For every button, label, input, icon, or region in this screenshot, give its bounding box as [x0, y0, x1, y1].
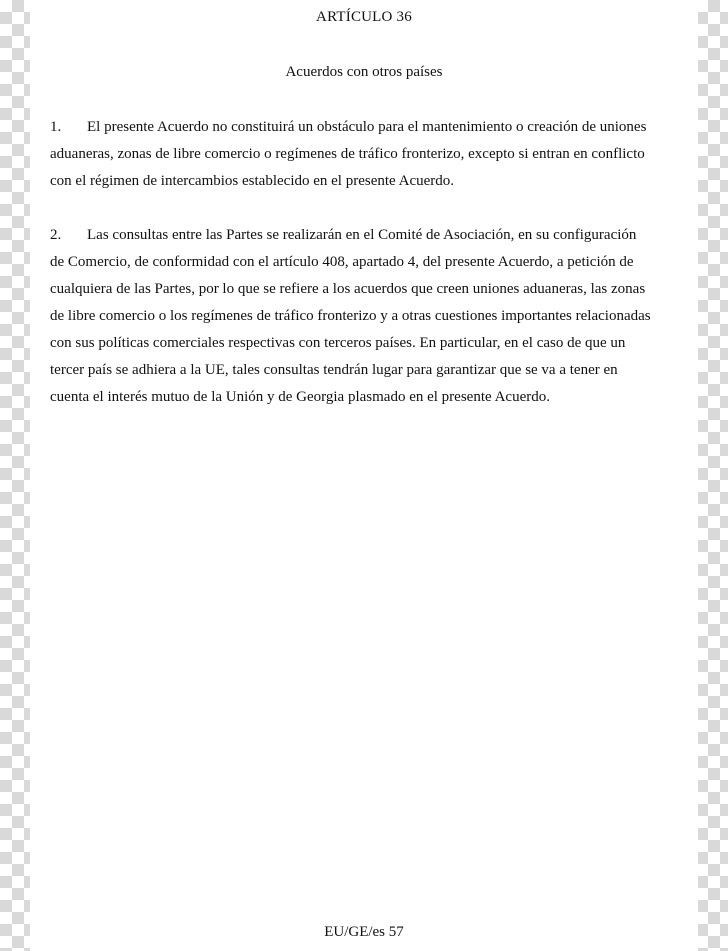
paragraph-number: 2.: [50, 227, 62, 243]
paragraph-line: [50, 222, 676, 249]
paragraph-line: cualquiera de las Partes, por lo que se refiere a los acuerdos que creen uniones aduaneras, las zonas: [50, 281, 646, 297]
paragraph-line: de Comercio, de conformidad con el artículo 408, apartado 4, del presente Acuerdo, a petición de: [50, 254, 634, 270]
paragraph-line: [50, 114, 676, 141]
paragraph-text: El presente Acuerdo no constituirá un obstáculo para el mantenimiento o creación de uniones: [87, 119, 647, 135]
paragraph-number: 1.: [50, 119, 62, 135]
article-subtitle: Acuerdos con otros países: [285, 64, 443, 80]
paragraph-line: de libre comercio o los regímenes de tráfico fronterizo y a otras cuestiones importantes relacionadas: [50, 308, 651, 324]
paragraph-line: con el régimen de intercambios establecido en el presente Acuerdo.: [50, 173, 455, 189]
paragraph-line: con sus políticas comerciales respectivas con terceros países. En particular, en el caso de que un: [50, 335, 626, 351]
paragraph-line: tercer país se adhiera a la UE, tales consultas tendrán lugar para garantizar que se va a tener en: [50, 362, 618, 378]
article-title: ARTÍCULO 36: [316, 9, 412, 25]
page-footer: EU/GE/es 57: [324, 924, 404, 940]
paragraph-line: cuenta el interés mutuo de la Unión y de Georgia plasmado en el presente Acuerdo.: [50, 389, 550, 405]
paragraph-text: Las consultas entre las Partes se realizarán en el Comité de Asociación, en su configuración: [87, 227, 637, 243]
paragraph-2: [50, 222, 676, 411]
paragraph-1: [50, 114, 676, 195]
paragraph-line: aduaneras, zonas de libre comercio o regímenes de tráfico fronterizo, excepto si entran en conflicto: [50, 146, 645, 162]
document-page: [30, 0, 698, 951]
